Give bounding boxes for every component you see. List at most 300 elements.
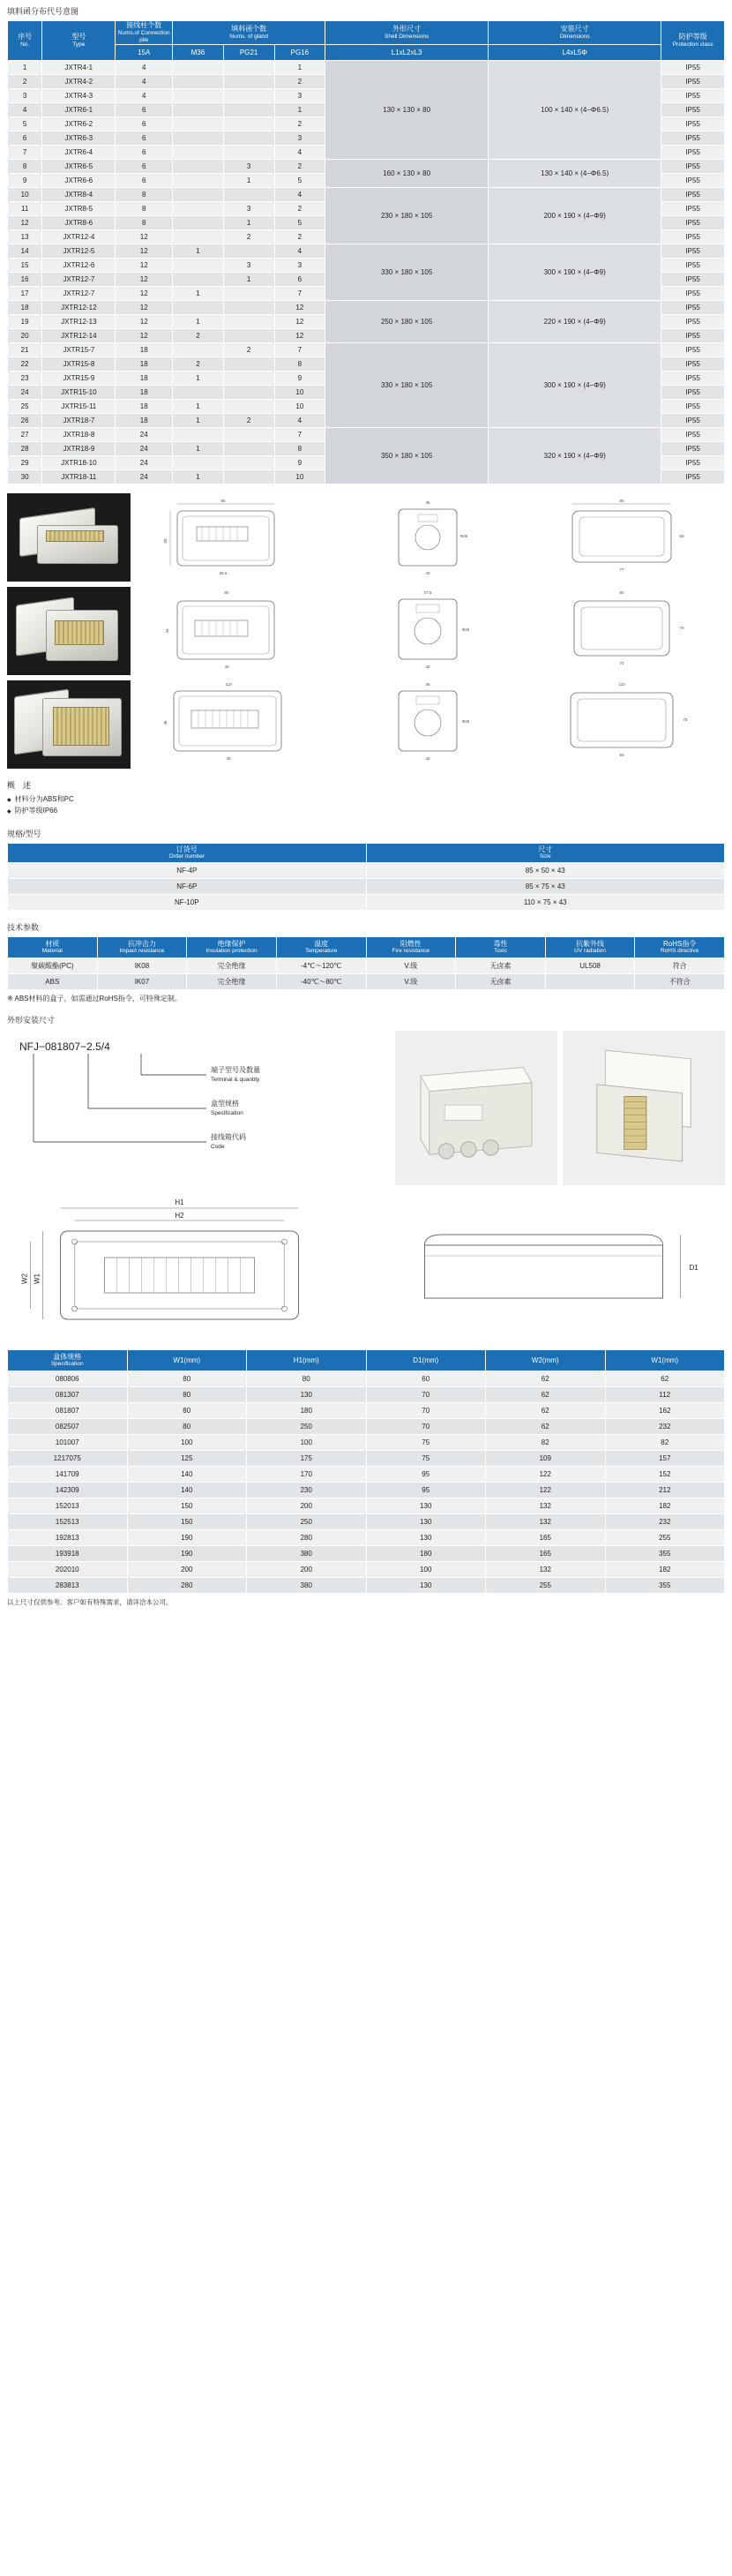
tech-row (8, 958, 725, 973)
cell-no: 12 (8, 216, 42, 230)
cell-spec-4: 62 (486, 1402, 606, 1418)
cell-pg16: 2 (274, 117, 325, 131)
spec-row (8, 1529, 725, 1545)
th-spec-3: D1(mm) (366, 1349, 486, 1371)
cell-spec-4: 82 (486, 1434, 606, 1450)
order-table-body (8, 862, 725, 910)
cell-pg21: 2 (223, 414, 274, 428)
cell-spec-0: 193918 (8, 1545, 128, 1561)
th-order-no: 订货号 Order number (8, 843, 367, 862)
svg-text:36.5: 36.5 (219, 571, 228, 576)
cell-type: JXTR6-6 (42, 174, 116, 188)
cell-spec-1: 100 (127, 1434, 247, 1450)
cell-spec-0: 152013 (8, 1498, 128, 1513)
cell-type: JXTR12-13 (42, 315, 116, 329)
svg-text:接线箱代码: 接线箱代码 (211, 1132, 246, 1141)
cell-tech-1: IK08 (97, 958, 187, 973)
cell-protection: IP55 (661, 160, 725, 174)
cell-protection: IP55 (661, 75, 725, 89)
cell-spec-5: 355 (605, 1577, 725, 1593)
product-table (7, 20, 725, 484)
cell-tech-3: -4℃～120℃ (276, 958, 366, 973)
cell-pg16: 9 (274, 456, 325, 470)
dimension-front-view (7, 1192, 361, 1342)
table-row (8, 428, 725, 442)
cell-m36 (173, 386, 224, 400)
tech-table-body (8, 958, 725, 989)
tech-table-head (8, 936, 725, 958)
th-gland: 填料函个数 Nums. of gland (173, 21, 325, 45)
svg-text:Code: Code (211, 1143, 225, 1150)
cell-type: JXTR18-10 (42, 456, 116, 470)
cell-pg21 (223, 131, 274, 146)
cell-type: JXTR18-8 (42, 428, 116, 442)
cell-protection: IP55 (661, 259, 725, 273)
svg-text:85: 85 (220, 499, 226, 504)
cell-spec-3: 95 (366, 1466, 486, 1482)
cell-no: 21 (8, 343, 42, 357)
cell-type: JXTR4-2 (42, 75, 116, 89)
cell-pg21: 1 (223, 216, 274, 230)
cell-protection: IP55 (661, 174, 725, 188)
cell-no: 28 (8, 442, 42, 456)
cell-spec-4: 132 (486, 1561, 606, 1577)
cell-type: JXTR12-7 (42, 287, 116, 301)
cell-spec-2: 170 (247, 1466, 367, 1482)
cell-pg21 (223, 75, 274, 89)
cell-spec-1: 190 (127, 1529, 247, 1545)
cell-type: JXTR18-9 (42, 442, 116, 456)
cell-tech-3: -40℃～80℃ (276, 973, 366, 989)
cell-pg16: 7 (274, 343, 325, 357)
cell-type: JXTR12-14 (42, 329, 116, 343)
spec-row (8, 1434, 725, 1450)
cell-pg16: 10 (274, 470, 325, 484)
cell-15a: 12 (116, 273, 173, 287)
cell-no: 4 (8, 103, 42, 117)
cell-15a: 24 (116, 456, 173, 470)
svg-text:94: 94 (619, 753, 624, 758)
product-photo-2 (7, 587, 131, 675)
tech-heading: 技术参数 (7, 922, 40, 932)
cell-type: JXTR8-5 (42, 202, 116, 216)
product-photo-1 (7, 493, 131, 582)
cell-pg16: 1 (274, 61, 325, 75)
cell-type: JXTR15-11 (42, 400, 116, 414)
cell-15a: 12 (116, 315, 173, 329)
cell-spec-4: 165 (486, 1529, 606, 1545)
cell-m36 (173, 61, 224, 75)
cell-protection: IP55 (661, 216, 725, 230)
cell-protection: IP55 (661, 117, 725, 131)
cell-no: 7 (8, 146, 42, 160)
svg-text:43: 43 (425, 756, 430, 762)
cell-spec-2: 280 (247, 1529, 367, 1545)
order-row (8, 878, 725, 894)
product-photos-right (395, 1031, 725, 1185)
svg-text:Specification: Specification (211, 1109, 243, 1116)
drawing-side-view-1 (333, 493, 527, 582)
svg-text:Φ20: Φ20 (461, 627, 470, 633)
th-install-sub: L4xL5Φ (489, 45, 661, 61)
cell-pg16: 12 (274, 329, 325, 343)
cell-tech-5: 无卤素 (456, 958, 546, 973)
tech-table (7, 936, 725, 990)
cell-protection: IP55 (661, 372, 725, 386)
cell-15a: 12 (116, 259, 173, 273)
cell-15a: 24 (116, 442, 173, 456)
cell-spec-5: 112 (605, 1386, 725, 1402)
order-row (8, 894, 725, 910)
svg-text:Terminal & quantity: Terminal & quantity (211, 1076, 260, 1083)
cell-type: JXTR18-11 (42, 470, 116, 484)
cell-no: 14 (8, 244, 42, 259)
cell-spec-0: 141709 (8, 1466, 128, 1482)
product-table-head (8, 21, 725, 61)
cell-m36 (173, 216, 224, 230)
cell-tech-7: 符合 (635, 958, 725, 973)
cell-type: JXTR15-9 (42, 372, 116, 386)
cell-m36 (173, 428, 224, 442)
cell-spec-4: 62 (486, 1371, 606, 1386)
cell-protection: IP55 (661, 456, 725, 470)
cell-spec-2: 175 (247, 1450, 367, 1466)
cell-pg16: 3 (274, 89, 325, 103)
cell-spec-1: 80 (127, 1418, 247, 1434)
cell-spec-2: 250 (247, 1418, 367, 1434)
cell-order-size: 85 × 50 × 43 (366, 862, 725, 878)
drawing-lid-view-1 (531, 493, 725, 582)
cell-type: JXTR6-3 (42, 131, 116, 146)
cell-m36: 1 (173, 470, 224, 484)
cell-spec-2: 380 (247, 1545, 367, 1561)
order-heading: 规格/型号 (7, 829, 41, 838)
cell-spec-5: 82 (605, 1434, 725, 1450)
spec-row (8, 1371, 725, 1386)
cell-shell: 160 × 130 × 80 (325, 160, 489, 188)
spec-row (8, 1577, 725, 1593)
cell-pg21 (223, 329, 274, 343)
drawing-lid-view-3 (531, 677, 725, 765)
cell-spec-2: 180 (247, 1402, 367, 1418)
cell-spec-2: 250 (247, 1513, 367, 1529)
cell-pg21: 3 (223, 202, 274, 216)
svg-text:110: 110 (225, 682, 232, 687)
cell-spec-1: 190 (127, 1545, 247, 1561)
cell-spec-3: 130 (366, 1577, 486, 1593)
cell-protection: IP55 (661, 146, 725, 160)
header-row-1 (8, 21, 725, 45)
cell-type: JXTR12-12 (42, 301, 116, 315)
cell-type: JXTR18-7 (42, 414, 116, 428)
cell-15a: 4 (116, 75, 173, 89)
cell-protection: IP55 (661, 386, 725, 400)
cell-protection: IP55 (661, 442, 725, 456)
cell-m36 (173, 301, 224, 315)
cell-spec-3: 130 (366, 1498, 486, 1513)
th-spec-0: 盒体规格 Specification (8, 1349, 128, 1371)
spec-row (8, 1450, 725, 1466)
cell-pg16: 2 (274, 202, 325, 216)
svg-text:46: 46 (163, 720, 168, 725)
cell-15a: 18 (116, 343, 173, 357)
cell-spec-5: 162 (605, 1402, 725, 1418)
cell-spec-3: 130 (366, 1529, 486, 1545)
cell-type: JXTR15-8 (42, 357, 116, 372)
th-tech-3: 温度 Temperature (276, 936, 366, 958)
cell-protection: IP55 (661, 414, 725, 428)
cell-pg21 (223, 456, 274, 470)
svg-text:44: 44 (165, 628, 169, 634)
cell-pg16: 3 (274, 259, 325, 273)
cell-tech-2: 完全绝缘 (187, 958, 277, 973)
th-spec-1: W1(mm) (127, 1349, 247, 1371)
cell-m36 (173, 146, 224, 160)
cell-spec-1: 150 (127, 1513, 247, 1529)
svg-text:端子型号及数量: 端子型号及数量 (211, 1065, 260, 1074)
th-tech-4: 阻燃性 Fire resistance (366, 936, 456, 958)
svg-text:35: 35 (425, 682, 430, 687)
cell-pg21 (223, 372, 274, 386)
cell-spec-0: 152513 (8, 1513, 128, 1529)
top-caption: 填料函分布代号意图 (7, 7, 79, 16)
svg-text:36: 36 (425, 500, 430, 506)
cell-protection: IP55 (661, 230, 725, 244)
cell-spec-0: 081307 (8, 1386, 128, 1402)
cell-pg16: 4 (274, 244, 325, 259)
cell-spec-5: 212 (605, 1482, 725, 1498)
cell-protection: IP55 (661, 202, 725, 216)
cell-m36: 1 (173, 372, 224, 386)
cell-spec-4: 122 (486, 1482, 606, 1498)
cell-spec-3: 95 (366, 1482, 486, 1498)
th-spec-2: H1(mm) (247, 1349, 367, 1371)
th-connection: 接线柱个数 Nums.of Connection pile (116, 21, 173, 45)
cell-15a: 6 (116, 160, 173, 174)
spec-table-head (8, 1349, 725, 1371)
spec-row (8, 1402, 725, 1418)
cell-m36: 2 (173, 329, 224, 343)
cell-shell: 350 × 180 × 105 (325, 428, 489, 484)
cell-pg16: 9 (274, 372, 325, 386)
drawing-lid-view-2 (531, 585, 725, 673)
cell-15a: 6 (116, 131, 173, 146)
cell-pg21 (223, 188, 274, 202)
cell-15a: 12 (116, 301, 173, 315)
th-order-size: 尺寸 Size (366, 843, 725, 862)
cell-m36 (173, 259, 224, 273)
cell-tech-1: IK07 (97, 973, 187, 989)
th-tech-5: 毒性 Toxic (456, 936, 546, 958)
cell-type: JXTR6-1 (42, 103, 116, 117)
cell-tech-5: 无卤素 (456, 973, 546, 989)
cell-type: JXTR6-4 (42, 146, 116, 160)
cell-spec-3: 70 (366, 1386, 486, 1402)
cell-order-size: 85 × 75 × 43 (366, 878, 725, 894)
cell-pg21 (223, 146, 274, 160)
cell-no: 24 (8, 386, 42, 400)
cell-tech-0: 聚碳酸酯(PC) (8, 958, 98, 973)
th-protection: 防护等级 Protection class (661, 21, 725, 61)
cell-order-no: NF-10P (8, 894, 367, 910)
cell-spec-3: 70 (366, 1402, 486, 1418)
cell-spec-4: 62 (486, 1386, 606, 1402)
svg-text:50: 50 (163, 538, 168, 544)
cell-spec-0: 192813 (8, 1529, 128, 1545)
spec-row (8, 1498, 725, 1513)
cell-m36 (173, 456, 224, 470)
cell-spec-4: 165 (486, 1545, 606, 1561)
th-no: 序号 No. (8, 21, 42, 61)
cell-m36 (173, 174, 224, 188)
cell-no: 10 (8, 188, 42, 202)
cell-type: JXTR6-2 (42, 117, 116, 131)
cell-spec-3: 70 (366, 1418, 486, 1434)
cell-pg21 (223, 89, 274, 103)
drawing-top-view-1 (136, 493, 330, 582)
cell-spec-5: 182 (605, 1561, 725, 1577)
cell-spec-1: 80 (127, 1371, 247, 1386)
cell-spec-1: 150 (127, 1498, 247, 1513)
cell-spec-0: 080806 (8, 1371, 128, 1386)
cell-no: 19 (8, 315, 42, 329)
cell-type: JXTR15-10 (42, 386, 116, 400)
image-band (7, 493, 725, 769)
spec-row (8, 1482, 725, 1498)
cell-spec-2: 130 (247, 1386, 367, 1402)
cell-pg16: 7 (274, 428, 325, 442)
overview-bullets (7, 794, 725, 817)
cell-spec-1: 125 (127, 1450, 247, 1466)
cell-spec-1: 140 (127, 1466, 247, 1482)
order-row (8, 862, 725, 878)
cell-no: 9 (8, 174, 42, 188)
cell-protection: IP55 (661, 301, 725, 315)
cell-m36: 1 (173, 414, 224, 428)
cell-order-size: 110 × 75 × 43 (366, 894, 725, 910)
cell-m36: 1 (173, 315, 224, 329)
cell-tech-7: 不符合 (635, 973, 725, 989)
cell-15a: 6 (116, 117, 173, 131)
cell-15a: 18 (116, 372, 173, 386)
th-m36: M36 (173, 45, 224, 61)
cell-spec-3: 75 (366, 1450, 486, 1466)
cell-spec-2: 230 (247, 1482, 367, 1498)
code-heading: 外形安装尺寸 (7, 1015, 56, 1025)
cell-15a: 24 (116, 428, 173, 442)
order-table (7, 843, 725, 911)
cell-spec-0: 081807 (8, 1402, 128, 1418)
cell-no: 3 (8, 89, 42, 103)
svg-text:77: 77 (619, 567, 624, 573)
cell-spec-1: 280 (127, 1577, 247, 1593)
tech-header-row (8, 936, 725, 958)
cell-protection: IP55 (661, 273, 725, 287)
cell-install: 300 × 190 × (4−Φ9) (489, 343, 661, 428)
cell-type: JXTR12-5 (42, 244, 116, 259)
svg-text:27.5: 27.5 (423, 590, 432, 596)
cell-no: 17 (8, 287, 42, 301)
th-tech-0: 材质 Material (8, 936, 98, 958)
cell-15a: 18 (116, 414, 173, 428)
cell-pg21 (223, 442, 274, 456)
cell-pg21 (223, 386, 274, 400)
cell-15a: 6 (116, 174, 173, 188)
svg-text:W2: W2 (20, 1273, 29, 1284)
cell-pg16: 4 (274, 188, 325, 202)
cell-spec-0: 202010 (8, 1561, 128, 1577)
cell-pg16: 4 (274, 414, 325, 428)
header-row-2 (8, 45, 725, 61)
spec-row (8, 1418, 725, 1434)
cell-m36 (173, 188, 224, 202)
drawing-side-view-2 (333, 585, 527, 673)
product-photo-closed (395, 1031, 557, 1185)
cell-spec-0: 082507 (8, 1418, 128, 1434)
cell-spec-2: 100 (247, 1434, 367, 1450)
cell-type: JXTR12-4 (42, 230, 116, 244)
cell-pg21: 3 (223, 259, 274, 273)
cell-install: 200 × 190 × (4−Φ9) (489, 188, 661, 244)
cell-no: 29 (8, 456, 42, 470)
photo-column (7, 493, 131, 769)
cell-m36 (173, 202, 224, 216)
drawing-top-view-2 (136, 585, 330, 673)
cell-spec-4: 132 (486, 1498, 606, 1513)
th-shell: 外形尺寸 Shell Dimensions (325, 21, 489, 45)
order-table-head (8, 843, 725, 862)
cell-pg16: 4 (274, 146, 325, 160)
cell-no: 1 (8, 61, 42, 75)
cell-protection: IP55 (661, 357, 725, 372)
cell-install: 300 × 190 × (4−Φ9) (489, 244, 661, 301)
product-photo-open (563, 1031, 725, 1185)
cell-install: 130 × 140 × (4−Φ6.5) (489, 160, 661, 188)
cell-spec-4: 62 (486, 1418, 606, 1434)
svg-text:75: 75 (679, 626, 684, 631)
cell-no: 13 (8, 230, 42, 244)
cell-spec-1: 80 (127, 1402, 247, 1418)
footnote: 以上尺寸仅供参考。客户如有特殊需求，请详洽本公司。 (7, 1597, 173, 1606)
cell-pg16: 6 (274, 273, 325, 287)
cell-m36: 1 (173, 244, 224, 259)
cell-pg21 (223, 287, 274, 301)
tech-note: ※ ABS材料的盒子，如需通过RoHS指令，可特殊定制。 (7, 994, 182, 1003)
cell-spec-5: 152 (605, 1466, 725, 1482)
cell-protection: IP55 (661, 61, 725, 75)
cell-spec-2: 80 (247, 1371, 367, 1386)
cell-pg16: 1 (274, 103, 325, 117)
cell-shell: 330 × 180 × 105 (325, 244, 489, 301)
th-15a: 15A (116, 45, 173, 61)
cell-type: JXTR12-6 (42, 259, 116, 273)
cell-pg21: 1 (223, 273, 274, 287)
cell-protection: IP55 (661, 470, 725, 484)
cell-type: JXTR8-6 (42, 216, 116, 230)
svg-text:30: 30 (226, 756, 231, 762)
table-row (8, 61, 725, 75)
svg-text:NFJ−081807−2.5/4: NFJ−081807−2.5/4 (19, 1040, 110, 1053)
spec-table-body (8, 1371, 725, 1593)
cell-no: 11 (8, 202, 42, 216)
cell-no: 23 (8, 372, 42, 386)
cell-pg16: 10 (274, 400, 325, 414)
cell-spec-5: 232 (605, 1513, 725, 1529)
cell-protection: IP55 (661, 428, 725, 442)
cell-pg16: 3 (274, 131, 325, 146)
svg-text:Φ35: Φ35 (459, 534, 468, 539)
svg-text:50: 50 (679, 534, 684, 539)
